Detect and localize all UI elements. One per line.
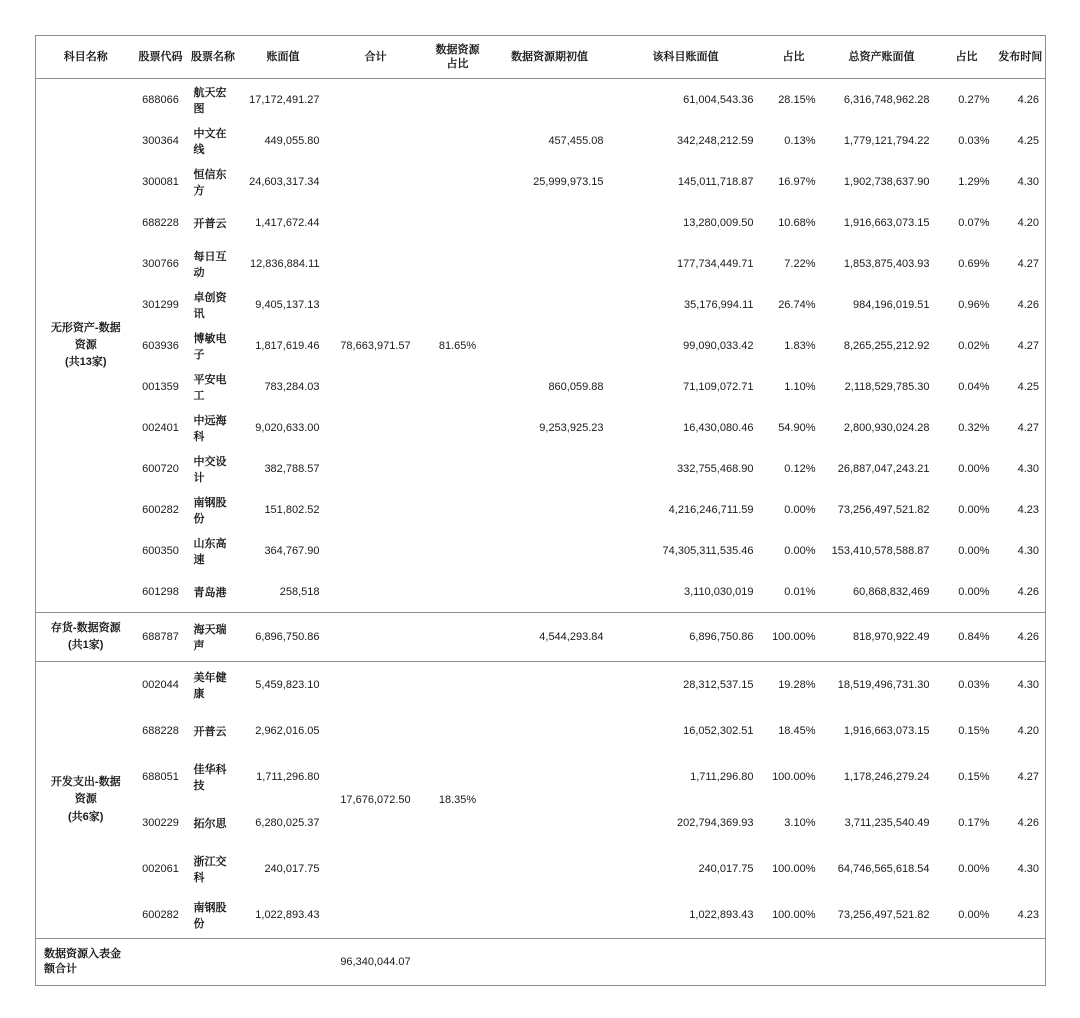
cell-subject-book-value: 6,896,750.86 [689, 631, 754, 643]
cell-stock-code: 688787 [142, 631, 179, 643]
cell-stock-name: 中交设计 [193, 455, 227, 484]
cell-book-value: 1,711,296.80 [256, 771, 320, 783]
cell-total-assets: 3,711,235,540.49 [844, 817, 930, 829]
cell-publish-date: 4.30 [1017, 175, 1039, 188]
cell-initial-value [490, 662, 610, 709]
cell-assets-ratio: 0.00% [958, 503, 990, 516]
cell-subject-book-value: 28,312,537.15 [683, 679, 754, 691]
cell-stock-code: 301299 [142, 298, 179, 311]
cell-subject-ratio: 54.90% [778, 421, 816, 434]
cell-ds-ratio [426, 939, 490, 986]
cell-subject-ratio: 10.68% [778, 216, 816, 229]
cell-stock-code: 688228 [142, 216, 179, 229]
table-row [36, 662, 1046, 709]
cell-stock-name: 卓创资讯 [193, 291, 227, 320]
cell-total-assets: 153,410,578,588.87 [831, 544, 930, 557]
cell-initial-value [490, 754, 610, 800]
cell-initial-value [490, 284, 610, 325]
cell-stock-name: 美年健康 [193, 672, 227, 700]
cell-total-assets: 1,916,663,073.15 [843, 216, 930, 229]
cell-publish-date: 4.30 [1017, 462, 1039, 475]
cell-initial-value [490, 202, 610, 243]
cell-book-value: 5,459,823.10 [255, 679, 320, 691]
cell-publish-date: 4.26 [1017, 585, 1039, 598]
cell-subject-book-value: 332,755,468.90 [677, 462, 754, 475]
cell-subject-book-value: 342,248,212.59 [677, 134, 754, 147]
table-header [36, 36, 1046, 79]
cell-stock-code: 300766 [142, 257, 179, 270]
cell-stock-name: 青岛港 [193, 586, 227, 599]
cell-assets-ratio: 0.00% [958, 863, 990, 875]
cell-section-ds-ratio [426, 613, 490, 662]
table-row [36, 448, 1046, 489]
cell-subject-ratio: 0.01% [784, 585, 816, 598]
cell-assets-ratio: 0.17% [958, 817, 990, 829]
cell-publish-date: 4.26 [1017, 631, 1039, 643]
cell-assets-ratio [938, 939, 996, 986]
table-row [36, 846, 1046, 892]
cell-stock-name: 山东高速 [193, 537, 227, 566]
cell-stock-name: 拓尔思 [193, 818, 227, 830]
cell-subject-book-value: 99,090,033.42 [683, 339, 754, 352]
cell-publish-date: 4.27 [1017, 771, 1039, 783]
cell-publish-date: 4.20 [1017, 216, 1039, 229]
cell-initial-value: 25,999,973.15 [533, 175, 604, 188]
cell-publish-date: 4.27 [1017, 339, 1039, 352]
cell-initial-value [490, 448, 610, 489]
cell-publish-date: 4.23 [1017, 503, 1039, 516]
cell-assets-ratio: 0.02% [958, 339, 990, 352]
table-row [36, 800, 1046, 846]
footer-row [36, 939, 1046, 986]
column-header-ratio-1: 占比 [762, 36, 826, 79]
cell-stock-name: 佳华科技 [193, 764, 227, 792]
cell-publish-date: 4.26 [1017, 298, 1039, 311]
cell-subject-ratio: 18.45% [778, 725, 816, 737]
cell-stock-name: 平安电工 [193, 373, 227, 402]
cell-initial-value [490, 800, 610, 846]
cell-total-assets: 984,196,019.51 [853, 298, 930, 311]
cell-publish-date: 4.30 [1017, 679, 1039, 691]
cell-assets-ratio: 0.04% [958, 380, 990, 393]
cell-subject-book-value: 4,216,246,711.59 [668, 503, 754, 516]
cell-book-value: 6,896,750.86 [255, 631, 320, 643]
cell-publish-date [996, 939, 1046, 986]
cell-stock-code: 600350 [142, 544, 179, 557]
cell-subject-book-value: 145,011,718.87 [677, 175, 754, 188]
table-row [36, 571, 1046, 613]
cell-assets-ratio: 0.00% [958, 544, 990, 557]
column-header-book-value: 账面值 [241, 36, 326, 79]
cell-subject-ratio: 1.83% [784, 339, 816, 352]
cell-initial-value [490, 571, 610, 613]
table-section [36, 613, 1046, 662]
cell-stock-code: 600720 [142, 462, 179, 475]
cell-initial-value [490, 892, 610, 939]
cell-subject-book-value: 240,017.75 [698, 863, 754, 875]
cell-assets-ratio: 1.29% [958, 175, 990, 188]
table-row [36, 161, 1046, 202]
cell-subject-book-value: 16,430,080.46 [683, 421, 754, 434]
cell-stock-name: 航天宏图 [193, 86, 227, 115]
cell-book-value [241, 939, 326, 986]
cell-publish-date: 4.20 [1017, 725, 1039, 737]
cell-stock-code: 300229 [142, 817, 179, 829]
cell-stock-code: 001359 [142, 380, 179, 393]
cell-initial-value: 4,544,293.84 [539, 631, 604, 643]
cell-subject-ratio: 26.74% [778, 298, 816, 311]
cell-initial-value [490, 846, 610, 892]
cell-total-assets: 1,916,663,073.15 [843, 725, 930, 737]
cell-initial-value [490, 708, 610, 754]
cell-subject-ratio: 100.00% [772, 909, 816, 921]
cell-total-assets: 60,868,832,469 [853, 585, 930, 598]
cell-subject-ratio: 3.10% [784, 817, 816, 829]
header-row [36, 36, 1046, 79]
cell-stock-code: 002044 [142, 679, 179, 691]
cell-publish-date: 4.27 [1017, 421, 1039, 434]
cell-stock-name: 南钢股份 [193, 902, 227, 930]
cell-publish-date: 4.30 [1017, 863, 1039, 875]
cell-stock-name: 中远海科 [193, 414, 227, 443]
cell-stock-code: 688066 [142, 93, 179, 106]
cell-grand-total: 96,340,044.07 [340, 956, 411, 968]
cell-total-assets: 73,256,497,521.82 [837, 503, 930, 516]
cell-subject-ratio: 0.00% [784, 544, 816, 557]
cell-subject-book-value: 71,109,072.71 [683, 380, 754, 393]
cell-book-value: 2,962,016.05 [255, 725, 320, 737]
cell-assets-ratio: 0.03% [958, 679, 990, 691]
cell-subject-book-value: 16,052,302.51 [683, 725, 754, 737]
cell-stock-code: 600282 [142, 909, 179, 921]
cell-subject: 无形资产-数据 资源 (共13家) [50, 321, 121, 369]
cell-subject-ratio: 100.00% [772, 631, 816, 643]
cell-book-value: 1,417,672.44 [255, 216, 320, 229]
cell-stock-code: 002401 [142, 421, 179, 434]
cell-assets-ratio: 0.15% [958, 725, 990, 737]
cell-subject-book-value: 3,110,030,019 [683, 585, 754, 598]
cell-book-value: 151,802.52 [264, 503, 320, 516]
cell-subject-ratio: 100.00% [772, 771, 816, 783]
cell-stock-code [136, 939, 186, 986]
cell-assets-ratio: 0.27% [958, 93, 990, 106]
cell-publish-date: 4.23 [1017, 909, 1039, 921]
cell-initial-value: 457,455.08 [548, 134, 604, 147]
cell-initial-value [490, 489, 610, 530]
table-row [36, 407, 1046, 448]
table-section [36, 662, 1046, 939]
cell-book-value: 17,172,491.27 [249, 93, 320, 106]
cell-subject-ratio: 0.12% [784, 462, 816, 475]
table-row [36, 243, 1046, 284]
cell-stock-name: 中文在线 [193, 127, 227, 156]
cell-subject-ratio: 1.10% [784, 380, 816, 393]
cell-total-assets: 64,746,565,618.54 [837, 863, 930, 875]
cell-subject-ratio: 0.00% [784, 503, 816, 516]
cell-stock-name [186, 939, 241, 986]
column-header-subject: 科目名称 [36, 36, 136, 79]
cell-book-value: 12,836,884.11 [249, 257, 320, 270]
data-resource-table [35, 35, 1046, 986]
cell-subject-ratio: 100.00% [772, 863, 816, 875]
cell-initial-value [490, 243, 610, 284]
cell-section-ds-ratio: 18.35% [438, 794, 477, 806]
cell-subject-book-value: 1,022,893.43 [689, 909, 754, 921]
cell-stock-code: 300081 [142, 175, 179, 188]
report-page [35, 35, 1046, 986]
cell-section-total [326, 613, 426, 662]
cell-book-value: 258,518 [279, 585, 320, 598]
cell-publish-date: 4.27 [1017, 257, 1039, 270]
cell-section-total: 17,676,072.50 [340, 794, 411, 806]
table-row [36, 892, 1046, 939]
table-row [36, 708, 1046, 754]
cell-book-value: 240,017.75 [264, 863, 320, 875]
cell-stock-name: 开普云 [193, 726, 227, 738]
table-row [36, 754, 1046, 800]
column-header-publish-date: 发布时间 [996, 36, 1046, 79]
cell-book-value: 783,284.03 [264, 380, 320, 393]
cell-total-assets [826, 939, 938, 986]
cell-total-assets: 6,316,748,962.28 [843, 93, 930, 106]
cell-stock-name: 南钢股份 [193, 496, 227, 525]
table-row [36, 489, 1046, 530]
column-header-total-assets: 总资产账面值 [826, 36, 938, 79]
cell-stock-name: 恒信东方 [193, 168, 227, 197]
cell-subject-ratio: 7.22% [784, 257, 816, 270]
cell-subject-book-value: 61,004,543.36 [683, 93, 754, 106]
cell-subject-ratio [762, 939, 826, 986]
cell-book-value: 6,280,025.37 [255, 817, 320, 829]
cell-book-value: 24,603,317.34 [249, 175, 320, 188]
cell-stock-name: 浙江交科 [193, 856, 227, 884]
cell-book-value: 9,405,137.13 [255, 298, 320, 311]
cell-section-ds-ratio: 81.65% [438, 339, 477, 352]
cell-assets-ratio: 0.03% [958, 134, 990, 147]
table-row [36, 325, 1046, 366]
cell-subject-book-value: 74,305,311,535.46 [662, 544, 754, 557]
table-row [36, 366, 1046, 407]
cell-initial-value: 9,253,925.23 [539, 421, 604, 434]
cell-subject-book-value: 13,280,009.50 [683, 216, 754, 229]
cell-book-value: 1,022,893.43 [255, 909, 320, 921]
table-footer [36, 939, 1046, 986]
cell-section-total: 78,663,971.57 [340, 339, 411, 352]
table-row [36, 202, 1046, 243]
cell-book-value: 364,767.90 [264, 544, 320, 557]
cell-stock-code: 002061 [142, 863, 179, 875]
cell-total-assets: 73,256,497,521.82 [837, 909, 930, 921]
cell-subject: 存货-数据资源 (共1家) [50, 621, 121, 651]
cell-total-assets: 26,887,047,243.21 [837, 462, 930, 475]
cell-assets-ratio: 0.96% [958, 298, 990, 311]
cell-total-assets: 2,800,930,024.28 [843, 421, 930, 434]
cell-subject-ratio: 16.97% [778, 175, 816, 188]
column-header-subject-book-value: 该科目账面值 [610, 36, 762, 79]
cell-initial-value [490, 325, 610, 366]
cell-subject-ratio: 0.13% [784, 134, 816, 147]
cell-subject-book-value: 177,734,449.71 [677, 257, 754, 270]
cell-total-assets: 818,970,922.49 [853, 631, 930, 643]
cell-assets-ratio: 0.00% [958, 585, 990, 598]
cell-total-assets: 2,118,529,785.30 [844, 380, 930, 393]
cell-subject-book-value: 1,711,296.80 [690, 771, 754, 783]
cell-book-value: 382,788.57 [264, 462, 320, 475]
cell-total-assets: 1,902,738,637.90 [843, 175, 930, 188]
table-row [36, 613, 1046, 662]
cell-book-value: 9,020,633.00 [255, 421, 320, 434]
cell-subject-book-value: 202,794,369.93 [677, 817, 754, 829]
cell-stock-name: 每日互动 [193, 250, 227, 279]
cell-publish-date: 4.25 [1017, 134, 1039, 147]
cell-stock-code: 300364 [142, 134, 179, 147]
column-header-stock-name: 股票名称 [186, 36, 241, 79]
cell-book-value: 449,055.80 [264, 134, 320, 147]
column-header-stock-code: 股票代码 [136, 36, 186, 79]
cell-total-assets: 8,265,255,212.92 [843, 339, 930, 352]
cell-stock-name: 海天瑞声 [193, 624, 227, 652]
cell-book-value: 1,817,619.46 [255, 339, 320, 352]
cell-stock-code: 600282 [142, 503, 179, 516]
cell-stock-code: 601298 [142, 585, 179, 598]
cell-publish-date: 4.26 [1017, 817, 1039, 829]
cell-assets-ratio: 0.00% [958, 462, 990, 475]
cell-assets-ratio: 0.69% [958, 257, 990, 270]
cell-assets-ratio: 0.15% [958, 771, 990, 783]
column-header-total: 合计 [326, 36, 426, 79]
cell-publish-date: 4.26 [1017, 93, 1039, 106]
table-row [36, 79, 1046, 121]
cell-publish-date: 4.25 [1017, 380, 1039, 393]
cell-total-assets: 18,519,496,731.30 [837, 679, 930, 691]
cell-stock-code: 688228 [142, 725, 179, 737]
cell-total-assets: 1,853,875,403.93 [843, 257, 930, 270]
cell-assets-ratio: 0.07% [958, 216, 990, 229]
cell-stock-code: 603936 [142, 339, 179, 352]
cell-stock-code: 688051 [142, 771, 179, 783]
cell-assets-ratio: 0.32% [958, 421, 990, 434]
column-header-initial-value: 数据资源期初值 [490, 36, 610, 79]
cell-assets-ratio: 0.84% [958, 631, 990, 643]
cell-subject-ratio: 19.28% [778, 679, 816, 691]
table-section [36, 79, 1046, 613]
cell-subject: 开发支出-数据 资源 (共6家) [50, 776, 121, 823]
cell-subject-book-value [610, 939, 762, 986]
cell-stock-name: 博敏电子 [193, 332, 227, 361]
cell-subject-ratio: 28.15% [778, 93, 816, 106]
cell-stock-name: 开普云 [193, 217, 227, 230]
cell-subject-book-value: 35,176,994.11 [683, 298, 754, 311]
column-header-ratio-2: 占比 [938, 36, 996, 79]
cell-total-assets: 1,779,121,794.22 [843, 134, 930, 147]
table-row [36, 530, 1046, 571]
cell-initial-value [490, 79, 610, 121]
cell-assets-ratio: 0.00% [958, 909, 990, 921]
cell-total-assets: 1,178,246,279.24 [843, 771, 930, 783]
cell-publish-date: 4.30 [1017, 544, 1039, 557]
table-row [36, 284, 1046, 325]
cell-initial-value [490, 530, 610, 571]
cell-footer-label: 数据资源入表金 额合计 [44, 947, 121, 975]
cell-initial-value [490, 939, 610, 986]
table-row [36, 120, 1046, 161]
cell-initial-value: 860,059.88 [548, 380, 604, 393]
column-header-ds-ratio: 数据资源 占比 [426, 36, 490, 79]
